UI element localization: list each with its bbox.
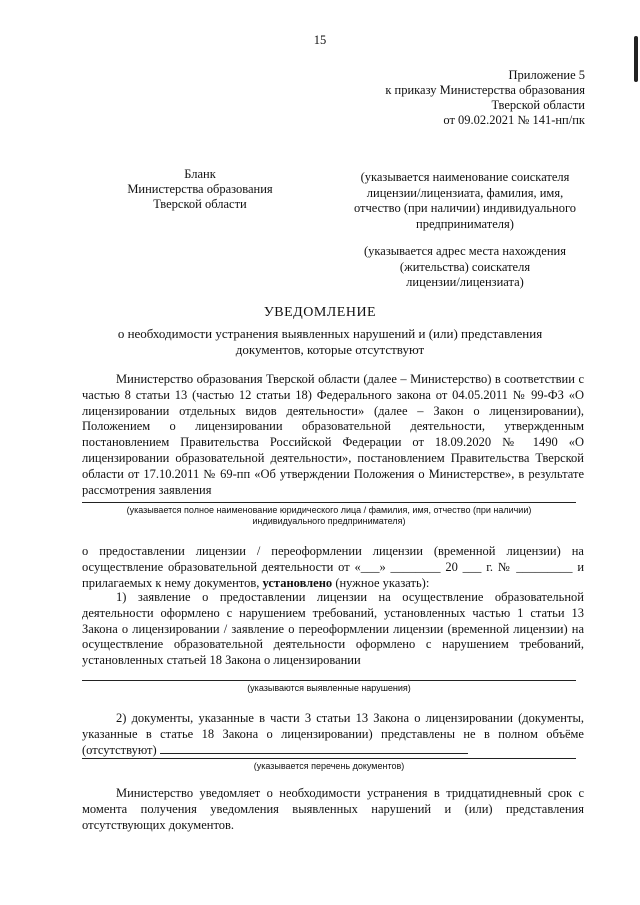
intro-paragraph: Министерство образования Тверской области (далее – Министерство) в соответствии с частью 8 статьи 13 (частью 12 статьи 18) Федерального закона от 04.05.2011 № 99-ФЗ «О лицензировании отдельных видов деятельности» (далее – Закон о лицензировании), Положением о лицензировании образовательной деятельности, утвержденным постановлением Правительства Российской Федерации от 18.09.2020 № 1490 «О лицензировании образовательной деятельности», постановлением Правительства Тверской области от 17.10.2011 № 69-пп «Об утверждении Положения о Министерстве», в результате рассмотрения заявления [82, 372, 584, 497]
applicant-line: лицензии/лицензиата, фамилия, имя, [366, 185, 564, 200]
applicant-block [340, 170, 590, 232]
appendix-header [265, 68, 585, 128]
application-text: (нужное указать): [335, 575, 430, 590]
letterhead [110, 167, 290, 212]
document-subtitle [80, 326, 580, 357]
item-1-paragraph: 1) заявление о предоставлении лицензии на осуществление образовательной деятельности оформлено с нарушением требований, установленных частью 1 статьи 13 Закона о лицензировании / заявление о переоформлении лицензии (временной лицензии) на осуществление образовательной деятельности оформлено с нарушением требований, установленных статьей 18 Закона о лицензировании [82, 590, 584, 668]
application-text: и прилагаемых к нему документов, [82, 559, 585, 590]
missing-docs-blank [160, 743, 468, 754]
application-paragraph [82, 544, 584, 591]
address-line: (указывается адрес места нахождения [364, 244, 566, 258]
applicant-line: отчество (при наличии) индивидуального [353, 201, 577, 215]
appendix-line: Тверской области [491, 98, 585, 112]
applicant-line: (указывается наименование соискателя [360, 170, 570, 184]
application-text: о предоставлении лицензии / переоформлении лицензии (временной лицензии) на осуществление образовательной деятельности от «___» ________ 20 ___ г. № _________ [82, 544, 584, 574]
page-number: 15 [313, 33, 327, 47]
letterhead-line: Министерства образования [127, 182, 273, 196]
violations-line [82, 680, 576, 681]
item-2-text: 2) документы, указанные в части 3 статьи 13 Закона о лицензировании (документы, указанные в статье 18 Закона о лицензировании) представлены не в полном объёме (отсутствуют) [82, 711, 584, 757]
documents-caption: (указывается перечень документов) [253, 761, 405, 771]
subtitle-line: о необходимости устранения выявленных нарушений и (или) представления [117, 326, 543, 341]
document-title: УВЕДОМЛЕНИЕ [263, 305, 377, 320]
address-block [340, 244, 590, 291]
address-line: (жительства) соискателя [399, 259, 531, 274]
documents-line [82, 758, 576, 759]
applicant-name-caption [82, 505, 576, 527]
scan-edge-mark [634, 36, 638, 82]
caption-line: индивидуального предпринимателя) [252, 516, 406, 526]
closing-paragraph: Министерство уведомляет о необходимости устранения в тридцатидневный срок с момента получения уведомления выявленных нарушений и (или) представления отсутствующих документов. [82, 786, 584, 832]
appendix-line: от 09.02.2021 № 141-нп/пк [443, 113, 585, 127]
applicant-name-line [82, 502, 576, 503]
appendix-line: к приказу Министерства образования [385, 83, 585, 97]
subtitle-line: документов, которые отсутствуют [235, 341, 425, 357]
applicant-line: предпринимателя) [416, 216, 514, 231]
letterhead-line: Бланк [184, 167, 216, 181]
address-line: лицензии/лицензиата) [406, 275, 524, 289]
violations-caption: (указываются выявленные нарушения) [247, 683, 411, 693]
item-2-paragraph [82, 711, 584, 758]
established-word: установлено [262, 575, 333, 590]
caption-line: (указывается полное наименование юридического лица / фамилия, имя, отчество (при наличии) [126, 505, 532, 515]
appendix-line: Приложение 5 [508, 68, 585, 82]
letterhead-line: Тверской области [153, 197, 247, 211]
